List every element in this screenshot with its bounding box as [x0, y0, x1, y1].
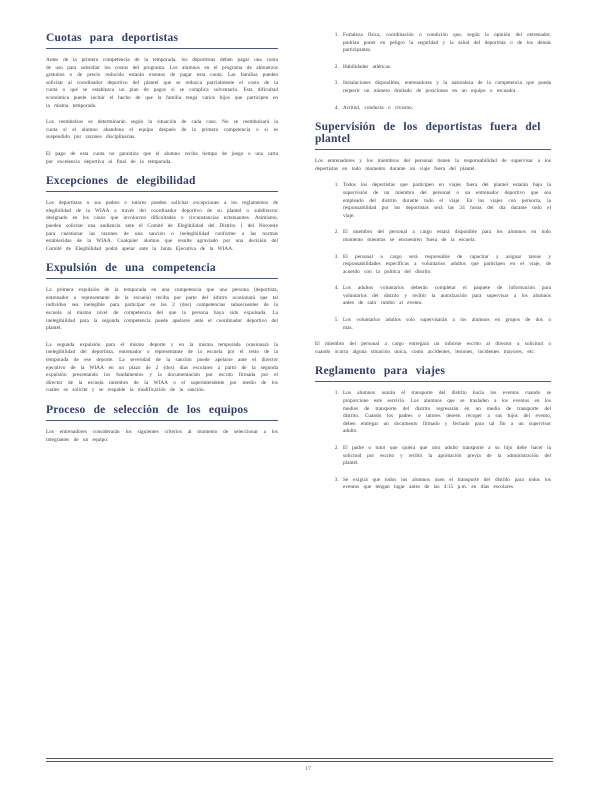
section-proceso	[46, 404, 278, 444]
list-item: 3. Se exigirá que todos los alumnos usen el transporte del distrito para todos los eventos que tengan lugar antes de las 4:15 p.m. en días escolares.	[343, 477, 551, 492]
paragraph: Antes de la primera competencia de la temporada, los deportistas deben pagar una cuota de uso para subsidiar los costos del programa. Los alumnos en el programa de almuerzos gratuitos o de precio reducido estarán exentos de pagar esta cuota. Las familias pueden solicitar al coordinador deportivo del plantel que se reduzca parcialmente el costo de la cuota o que se establezca un plan de pagos si se complica solventarlo. Esta dificultad económica puede incluir el hecho de que la familia tenga varios hijos que participen en la misma temporada.	[46, 57, 278, 109]
heading-rule	[46, 420, 278, 421]
heading-rule	[46, 278, 278, 279]
heading-rule	[315, 149, 551, 150]
list-item: 3. Instalaciones disponibles, entrenadores y la naturaleza de la competencia que pueda requerir un número limitado de posiciones en un equipo o escuadra.	[343, 80, 551, 95]
section-supervision	[315, 121, 551, 356]
paragraph: Los deportistas o sus padres o tutores pueden solicitar excepciones a los reglamentos de elegibilidad de la WIAA a través del coordinador deportivo de su plantel o subdirector designado en los casos que involucren dificultades o circunstancias extenuantes. Asimismo, pueden solicitar una audiencia ante el Comité de Elegibilidad del Distrito 1 del Noroeste para cuestionar las razones de una sanción o inelegibilidad conforme a las normas establecidas de la WIAA. Cualquier alumno que resulte agraviado por una decisión del Comité de Elegibilidad podrá apelar ante la Junta Ejecutiva de la WIAA.	[46, 200, 278, 252]
paragraph: Los entrenadores considerarán los siguientes criterios al momento de seleccionar a los integrantes de un equipo:	[46, 429, 278, 443]
heading-rule	[315, 381, 551, 382]
paragraph: El pago de esta cuota no garantiza que el alumno reciba tiempo de juego o una carta por excelencia deportiva al final de la temporada.	[46, 150, 278, 165]
footer-rule	[46, 761, 553, 762]
section-reglamento	[315, 365, 551, 492]
heading-rule	[46, 191, 278, 192]
page-number: 17	[305, 766, 311, 772]
heading-rule	[46, 48, 278, 49]
heading-excepciones: Excepciones de elegibilidad	[46, 175, 196, 188]
section-expulsion	[46, 262, 278, 395]
section-cuotas	[46, 32, 278, 166]
list-item: 3. El personal a cargo será responsable de capacitar y asignar tareas y responsabilidades específicas a voluntarios adultos que participen en el viaje, de acuerdo con la política del distrito.	[343, 254, 551, 277]
travel-rules-list	[315, 390, 551, 492]
section-excepciones	[46, 175, 278, 253]
list-item: 2. Habilidades atléticas.	[343, 64, 551, 72]
list-item: 2. El miembro del personal a cargo estará disponible para los alumnos en todo momento mientras se encuentren fuera de la escuela.	[343, 229, 551, 244]
heading-reglamento: Reglamento para viajes	[315, 365, 446, 378]
paragraph: La primera expulsión de la temporada en una competencia que una persona (deportista, entrenador o representante de la escuela) reciba por parte del árbitro ocasionará que tal individuo sea inelegible para participar en las 2 (dos) competencias subsecuentes de la escuela al mismo nivel de competencia del que la persona haya sido expulsada. La inelegibilidad para la segunda competencia puede apelarse ante el coordinador deportivo del plantel.	[46, 287, 278, 332]
list-item: 4. Actitud, conducta o civismo.	[343, 105, 551, 113]
list-item: 4. Los adultos voluntarios deberán completar el paquete de información para voluntarios del distrito y recibir la autorización para supervisar a los alumnos antes de salir rumbo al evento.	[343, 285, 551, 308]
paragraph: El miembro del personal a cargo entregará un informe escrito al director a solicitud o cuando ocurra alguna situación única, como accidentes, lesiones, incidentes mayores, etc.	[315, 341, 551, 355]
list-item: 5. Los voluntarios adultos solo supervisarán a los alumnos en grupos de dos o más.	[343, 317, 551, 332]
list-item: 1. Todos los deportistas que participen en viajes fuera del plantel estarán bajo la supervisión de un miembro del personal o un entrenador deportivo que sea empleado del distrito durante todo el viaje. En los viajes con pernocta, la responsabilidad por los deportistas será las 24 horas del día durante todo el viaje.	[343, 182, 551, 220]
supervision-list	[315, 182, 551, 332]
list-item: 1. Fortaleza física, coordinación o condición que, según la opinión del entrenador, podrían poner en peligro la seguridad y la salud del deportista o de los demás participantes.	[343, 32, 551, 55]
heading-supervision: Supervisión de los deportistas fuera del plantel	[315, 121, 541, 146]
heading-cuotas: Cuotas para deportistas	[46, 32, 179, 44]
criteria-list	[315, 32, 551, 112]
footer-rule	[46, 758, 553, 759]
list-item: 2. El padre o tutor que quiera que otro adulto transporte a su hijo debe hacer la solicitud por escrito y recibir la aprobación previa de la administración del plantel.	[343, 445, 551, 468]
left-column	[46, 32, 278, 453]
paragraph: Los reembolsos se determinarán según la situación de cada caso. No se reembolsará la cuota si el alumno abandona el equipo después de la primera competencia o si es suspendido por razones disciplinarias.	[46, 119, 278, 141]
heading-expulsion: Expulsión de una competencia	[46, 262, 216, 275]
paragraph: Los entrenadores y los miembros del personal tienen la responsabilidad de supervisar a los deportistas en todo momento durante un viaje fuera del plantel.	[315, 158, 551, 172]
paragraph: La segunda expulsión para el mismo deporte y en la misma temporada ocasionará la inelegibilidad del deportista, entrenador o representante de la escuela por el resto de la temporada de ese deporte. La severidad de la sanción puede apelarse ante el director ejecutivo de la WIAA en un plazo de 2 (dos) días escolares a partir de la segunda expulsión presentando los fundamentos y la documentación por escrito firmada por el director de la escuela miembro de la WIAA o el superintendente por medio de los cuales se solicite y se respalde la modificación de la sanción.	[46, 341, 278, 394]
right-column	[315, 32, 551, 501]
heading-proceso: Proceso de selección de los equipos	[46, 404, 249, 416]
list-item: 1. Los alumnos usarán el transporte del distrito hacia los eventos cuando se proporcione este servicio. Los alumnos que se trasladen a los eventos en los medios de transporte del distrito regresarán en un medio de transporte del distrito. Cuando los padres o tutores deseen recoger a sus hijos del evento, deben entregar un documento firmado y fechado para tal fin a un supervisor adulto.	[343, 390, 551, 436]
